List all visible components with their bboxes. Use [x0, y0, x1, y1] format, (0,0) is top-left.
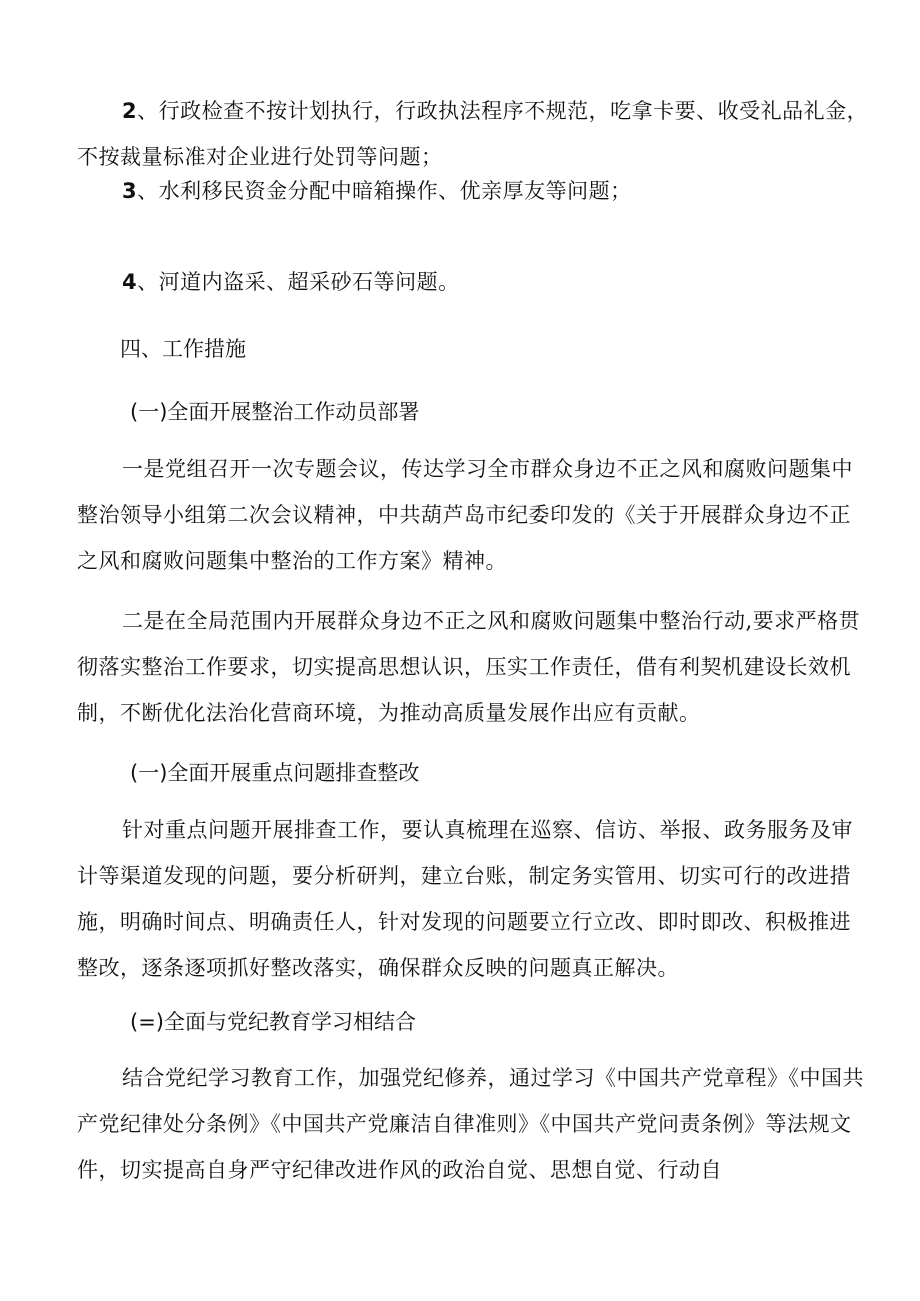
paragraph-4: 结合党纪学习教育工作，加强党纪修养，通过学习《中国共产党章程》《中国共产党纪律处分条例》《中国共产党廉洁自律准则》《中国共产党问责条例》等法规文件，切实提高自身严守纪律改进作风的政治自觉、思想自觉、行动自 [77, 1066, 864, 1182]
list-text: 、河道内盗采、超采砂石等问题。 [137, 270, 460, 294]
list-item-2 [77, 88, 872, 180]
paragraph-1: 一是党组召开一次专题会议，传达学习全市群众身边不正之风和腐败问题集中整治领导小组第二次会议精神，中共葫芦岛市纪委印发的《关于开展群众身边不正之风和腐败问题集中整治的工作方案》精神。 [77, 457, 853, 573]
subsection-title-1: (一)全面开展整治工作动员部署 [130, 400, 420, 424]
list-item-3 [122, 168, 872, 214]
paragraph-3: 针对重点问题开展排查工作，要认真梳理在巡察、信访、举报、政务服务及审计等渠道发现的问题，要分析研判，建立台账，制定务实管用、切实可行的改进措施，明确时间点、明确责任人，针对发现的问题要立行立改、即时即改、积极推进整改，逐条逐项抓好整改落实，确保群众反映的问题真正解决。 [77, 818, 853, 980]
section-title: 四、工作措施 [120, 337, 246, 361]
subsection-title-2: (一)全面开展重点问题排查整改 [130, 761, 420, 785]
list-number: 3 [122, 179, 138, 203]
list-number: 2 [122, 99, 138, 123]
subsection-title-3: (=)全面与党纪教育学习相结合 [130, 1010, 416, 1034]
list-number: 4 [122, 270, 138, 294]
list-item-4 [122, 259, 872, 305]
paragraph-2: 二是在全局范围内开展群众身边不正之风和腐败问题集中整治行动,要求严格贯彻落实整治工作要求，切实提高思想认识，压实工作责任，借有利契机建设长效机制，不断优化法治化营商环境，为推动高质量发展作出应有贡献。 [77, 609, 861, 725]
list-text: 、水利移民资金分配中暗箱操作、优亲厚友等问题； [137, 179, 632, 203]
list-text: 、行政检查不按计划执行，行政执法程序不规范，吃拿卡要、收受礼品礼金，不按裁量标准对企业进行处罚等问题； [77, 99, 869, 169]
